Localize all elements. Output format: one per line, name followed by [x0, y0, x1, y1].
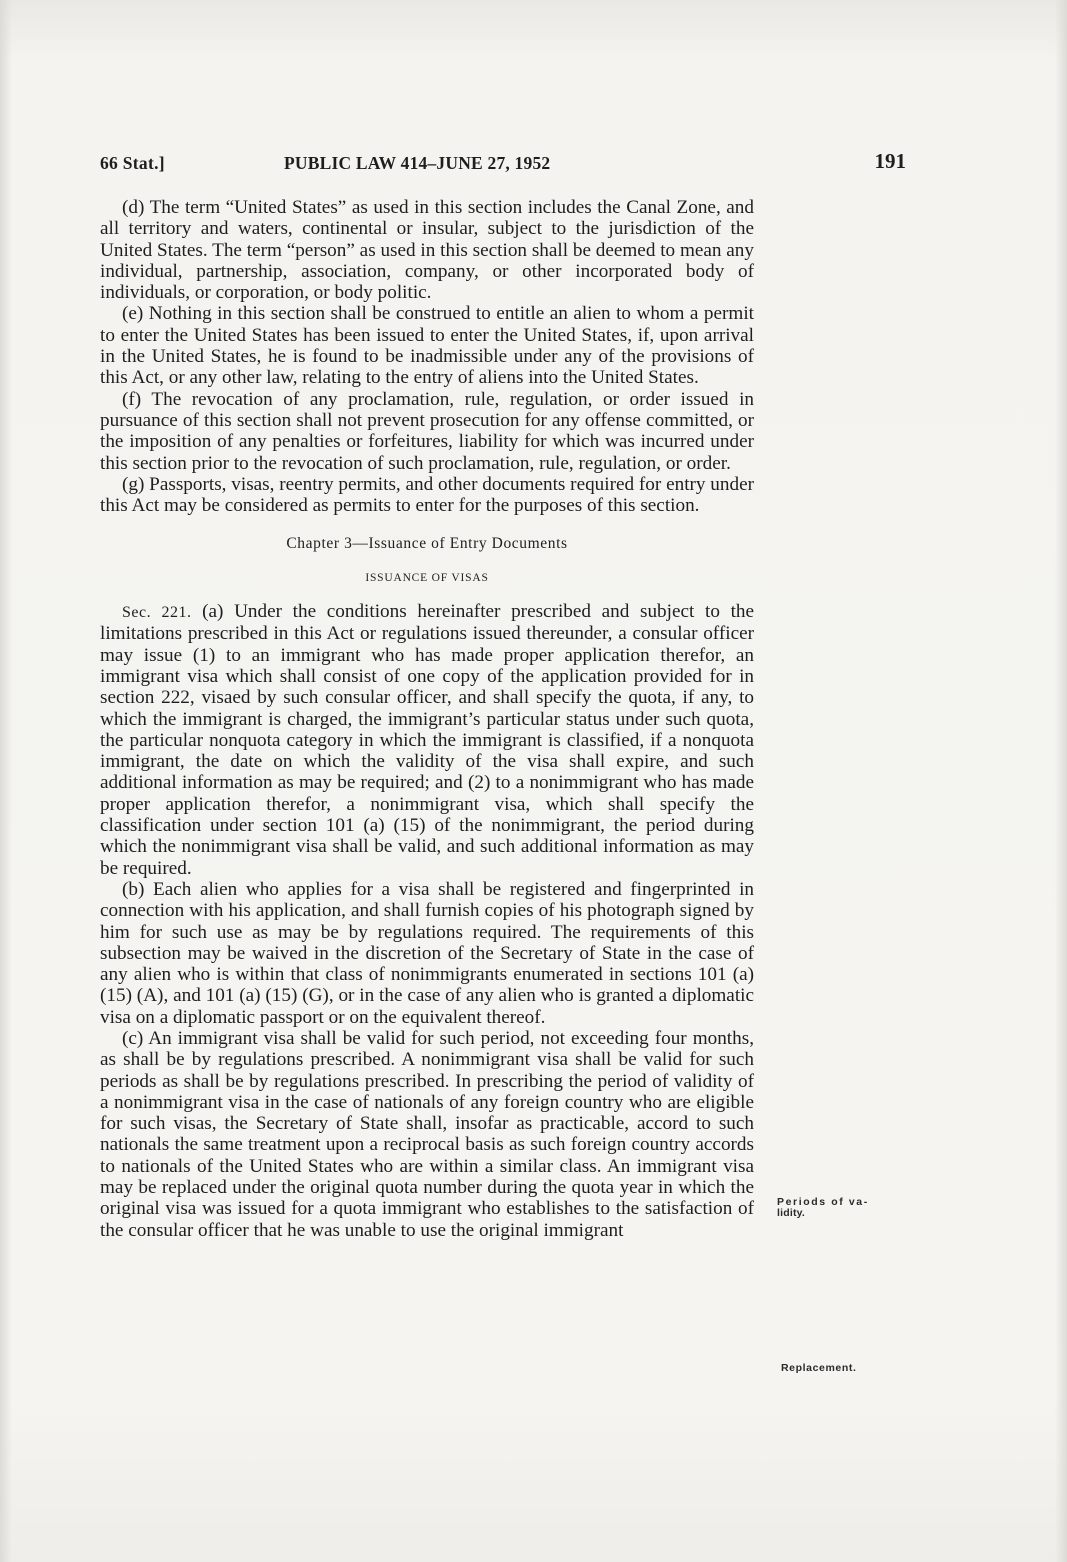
paragraph-d: (d) The term “United States” as used in this section includes the Canal Zone, and all territory and waters, continental or insular, subject to the jurisdiction of the United States. The term “person” as used in this section shall be deemed to mean any individual, partnership, association, company, or other incorporated body of individuals, or corporation, or body politic.: [100, 197, 754, 304]
margin-note-replacement: Replacement.: [781, 1362, 857, 1374]
running-header: [100, 147, 906, 177]
page-number: 191: [874, 149, 906, 173]
margin-note-validity-line1: Periods of va-: [777, 1196, 869, 1208]
paragraph-g: (g) Passports, visas, reentry permits, and other documents required for entry under this Act may be considered as permits to enter for the purposes of this section.: [100, 473, 754, 517]
section-label: Sec. 221.: [122, 604, 192, 622]
section-221-b: (b) Each alien who applies for a visa shall be registered and fingerprinted in connection with his application, and shall furnish copies of his photograph signed by him for such use as may be by regulations required. The requirements of this subsection may be waived in the discretion of the Secretary of State in the case of any alien who is within that class of nonimmigrants enumerated in sections 101 (a) (15) (A), and 101 (a) (15) (G), or in the case of any alien who is granted a diplomatic visa on a diplomatic passport or on the equivalent thereof.: [100, 878, 754, 1028]
paragraph-f: (f) The revocation of any proclamation, rule, regulation, or order issued in pursuance of this section shall not prevent prosecution for any offense committed, or the imposition of any penalties or forfeitures, liability for which was incurred under this section prior to the revocation of such proclamation, rule, regulation, or order.: [100, 388, 754, 474]
margin-note-validity-line2: lidity.: [777, 1207, 806, 1219]
margin-note-validity: [777, 1197, 907, 1219]
paragraph-e: (e) Nothing in this section shall be construed to entitle an alien to whom a permit to enter the United States has been issued to enter the United States, if, upon arrival in the United States, he is found to be inadmissible under any of the provisions of this Act, or any other law, relating to the entry of aliens into the United States.: [100, 303, 754, 389]
page-edge-left: [0, 0, 12, 1562]
body-text: [100, 197, 754, 1241]
law-title: PUBLIC LAW 414–JUNE 27, 1952: [284, 153, 551, 173]
statute-volume: 66 Stat.]: [100, 153, 165, 173]
section-221-a: [100, 601, 754, 879]
section-heading: ISSUANCE OF VISAS: [365, 571, 489, 584]
page-edge-right: [1055, 0, 1067, 1562]
chapter-heading: Chapter 3—Issuance of Entry Documents: [286, 535, 568, 553]
section-221-c: (c) An immigrant visa shall be valid for such period, not exceeding four months, as shall be by regulations prescribed. A nonimmigrant visa shall be valid for such periods as shall be by regulations prescribed. In prescribing the period of validity of a nonimmigrant visa in the case of nationals of any foreign country who are eligible for such visas, the Secretary of State shall, insofar as practicable, accord to such nationals the same treatment upon a reciprocal basis as such foreign country accords to nationals of the United States who are within a similar class. An immigrant visa may be replaced under the original quota number during the quota year in which the original visa was issued for a quota immigrant who establishes to the satisfaction of the consular officer that he was unable to use the original immigrant: [100, 1027, 754, 1241]
section-221-a-text: (a) Under the conditions hereinafter prescribed and subject to the limitations prescribed in this Act or regulations issued thereunder, a consular officer may issue (1) to an immigrant who has made proper application therefor, an immigrant visa which shall consist of one copy of the application provided for in section 222, visaed by such consular officer, and shall specify the quota, if any, to which the immigrant is charged, the immigrant’s particular status under such quota, the particular nonquota category in which the immigrant is classified, if a nonquota immigrant, the date on which the validity of the visa shall expire, and such additional information as may be required; and (2) to a nonimmigrant who has made proper application therefor, a nonimmigrant visa, which shall specify the classification under section 101 (a) (15) of the nonimmigrant, the period during which the nonimmigrant visa shall be valid, and such additional information as may be required.: [100, 601, 755, 879]
